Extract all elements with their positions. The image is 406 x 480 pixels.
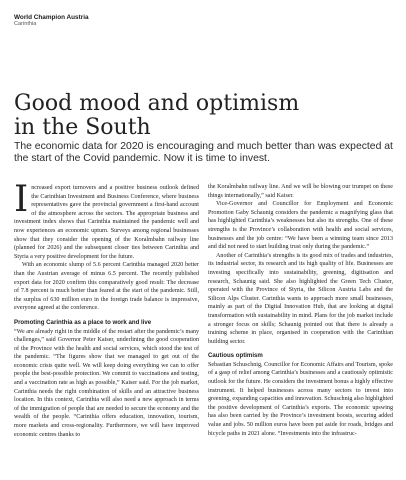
title-line-2: in the South [14, 115, 151, 140]
paragraph: Sebastian Schuschnig, Councillor for Economic Affairs and Tourism, spoke of a gasp of relief among Carinthia’s businesses and a cautiously optimistic outlook for the future. He considers the investment bonus a highly effective instrument. It helped businesses across many sectors to invest into greening, expanding capacities and innovation. Schuschnig also highlighted the positive development of Carinthia’s exports. The economic upswing has also been carried by the Province’s investment boosts, securing added value and jobs. 50 million euros have been put aside for roads, bridges and bicycle paths in 2021 alone. “Investments into the infrastruc- [208, 361, 393, 437]
paragraph: “We are already right in the middle of the restart after the pandemic’s many challenges,” said Governor Peter Kaiser, underlining the good cooperation of the Province with the health and social services, which stood the test of the pandemic. “The figures show that we managed to get out of the economic crisis quite well. We will keep doing everything we can to offer people the best-possible protection. We commit to vaccinations and testing, and a vaccination rate as high as possible,” Kaiser said. For the job market, Carinthia needs the right combination of skills and an attractive business location. In this context, Carinthia will also need a new approach in terms of the immigration of people that are needed to secure the economy and the wealth of the people. “Carinthia offers education, innovation, tourism, more markets and cross-regionality. Furthermore, we will have improved economic centres thanks to [14, 328, 199, 438]
subheading: Cautious optimism [208, 352, 263, 360]
lead-paragraph-text: ncreased export turnovers and a positive business outlook defined the Carinthian Investment and Business Conference, where business representatives gave the provincial government a first-hand account of the atmosphere across the sectors. The appropriate business and investment index shows that Carinthia maintained the pandemic well and now experiences an economic upturn. Surveys among regional businesses show that they consider the opening of the Koralmbahn railway line (planned for 2026) and the subsequent closer ties between Carinthia and Styria a very positive development for the future. [14, 185, 199, 260]
page-header [14, 14, 89, 27]
drop-cap: I [14, 179, 29, 220]
section-label: World Champion Austria [14, 14, 89, 21]
lead-paragraph [14, 179, 199, 261]
article-title [14, 92, 399, 140]
region-label: Carinthia [14, 21, 37, 27]
paragraph: the Koralmbahn railway line. And we will be blowing our trumpet on these things internationally,” said Kaiser. [208, 184, 393, 199]
paragraph: Another of Carinthia’s strengths is its good mix of trades and industries, its industrial sector, its research and its high quality of life. Businesses are investing specifically into sustainability, greening, digitisation and research, Schaunig said. She also highlighted the Green Tech Cluster, operated with the Province of Styria, the Silicon Austria Labs and the Silicon Alps Cluster. Carinthia wants to approach more small businesses, mainly as part of the Digital Innovation Hub, that are looking at digital transformation with sustainability in mind. Plans for the job market include a stronger focus on skills; Schaunig pointed out that there is already a training scheme in place, organised in cooperation with the Carinthian building sector. [208, 252, 393, 345]
title-line-1: Good mood and optimism [14, 91, 300, 116]
paragraph: Vice-Governor and Councillor for Employment and Economic Promotion Gaby Schaunig considers the pandemic a magnifying glass that has highlighted Carinthia’s weaknesses but also its strengths. One of these strengths is the Province’s collaboration with health and social services, businesses and the job centre: “We have been a winning team since 2013 and did not need to start building trust only during the pandemic.” [208, 201, 393, 251]
paragraph: With an economic slump of 5.6 percent Carinthia managed 2020 better than the Austrian average of minus 6.5 percent. The recently published export data for 2020 confirm this comparatively good result: The decrease of 7.8 percent is much better than feared at the start of the pandemic. Still, the surplus of 630 million euro in the foreign trade balance is impressive, everyone agreed at the conference. [14, 262, 199, 312]
right-column [208, 183, 393, 438]
subheading: Promoting Carinthia as a place to work and live [14, 318, 152, 326]
article-subtitle: The economic data for 2020 is encouraging and much better than was expected at the start of the Covid pandemic. Now it is time to invest. [14, 141, 393, 165]
left-column [14, 179, 199, 439]
